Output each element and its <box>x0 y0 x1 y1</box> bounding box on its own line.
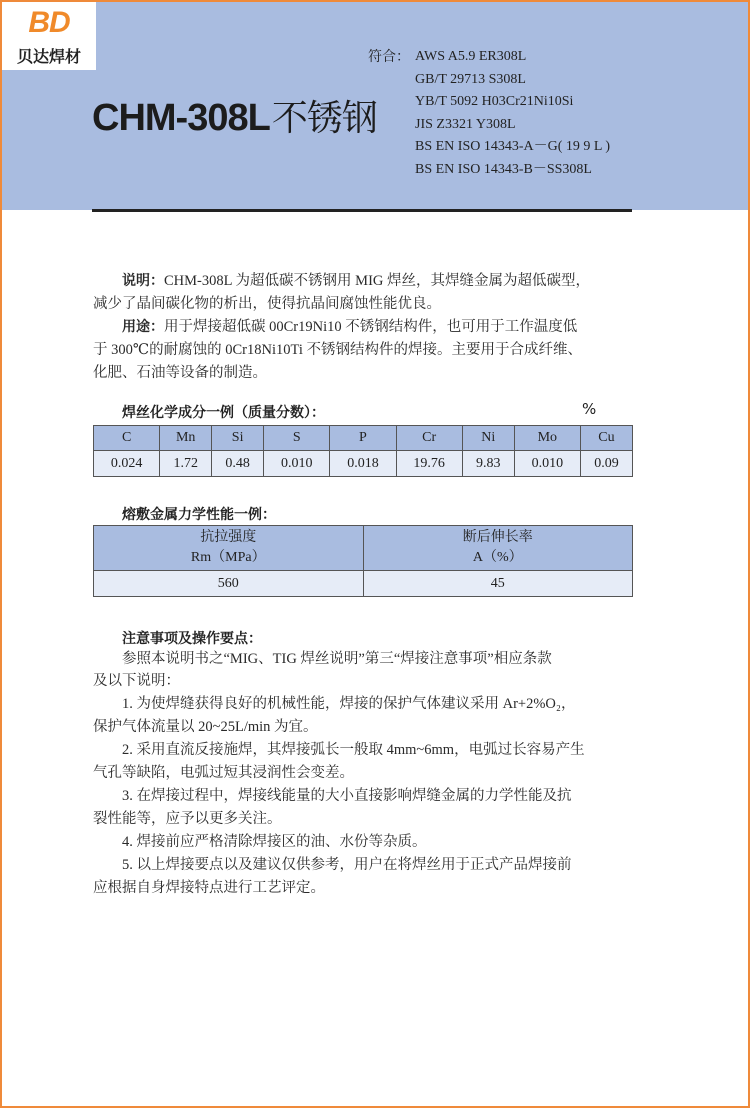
table-header-cell: Cu <box>580 426 632 451</box>
notes-line: 及以下说明： <box>93 673 180 689</box>
product-title <box>92 90 377 141</box>
table-header-cell: S <box>264 426 330 451</box>
table-cell: 0.018 <box>330 451 396 477</box>
table-header-cell: Mo <box>514 426 580 451</box>
chemistry-unit: % <box>582 400 597 418</box>
table-header-cell: 断后伸长率 A（%） <box>363 526 633 571</box>
table-header-cell: Cr <box>396 426 462 451</box>
standard-item: BS EN ISO 14343-A－G( 19 9 L ) <box>415 139 611 155</box>
brand-name: 贝达焊材 <box>16 47 81 66</box>
notes-line: 2. 采用直流反接施焊，其焊接弧长一般取 4mm~6mm，电弧过长容易产生 <box>122 742 585 758</box>
standards-list <box>415 46 610 182</box>
notes-line: 气孔等缺陷，电弧过短其浸润性会变差。 <box>93 765 354 781</box>
table-cell: 0.024 <box>94 451 160 477</box>
usage-line: 化肥、石油等设备的制造。 <box>93 365 267 381</box>
notes-line: 5. 以上焊接要点以及建议仅供参考，用户在将焊丝用于正式产品焊接前 <box>122 857 572 873</box>
table-header-cell: C <box>94 426 160 451</box>
table-row <box>94 451 633 477</box>
notes-line: 应根据自身焊接特点进行工艺评定。 <box>93 880 325 896</box>
notes-line: 参照本说明书之“MIG、TIG 焊丝说明”第三“焊接注意事项”相应条款 <box>122 651 552 667</box>
standard-item: AWS A5.9 ER308L <box>415 49 527 64</box>
standards-label: 符合： <box>368 49 410 65</box>
header-divider <box>92 209 632 212</box>
description-line: 减少了晶间碳化物的析出，使得抗晶间腐蚀性能优良。 <box>93 296 441 312</box>
notes-line: 4. 焊接前应严格清除焊接区的油、水份等杂质。 <box>122 834 427 850</box>
logo-mark: BD <box>28 6 70 39</box>
usage-line: 用途：用于焊接超低碳 00Cr19Ni10 不锈钢结构件，也可用于工作温度低 <box>122 319 578 335</box>
table-cell: 1.72 <box>160 451 212 477</box>
notes-line: 3. 在焊接过程中，焊接线能量的大小直接影响焊缝金属的力学性能及抗 <box>122 788 572 804</box>
notes-line: 1. 为使焊缝获得良好的机械性能，焊接的保护气体建议采用 Ar+2%O₂， <box>122 696 576 712</box>
chemistry-table <box>93 425 633 477</box>
mechanical-title: 熔敷金属力学性能一例： <box>122 507 276 523</box>
brand-logo <box>2 2 96 70</box>
standard-item: YB/T 5092 H03Cr21Ni10Si <box>415 94 574 110</box>
table-row <box>94 571 633 597</box>
table-cell: 19.76 <box>396 451 462 477</box>
standard-item: GB/T 29713 S308L <box>415 71 526 87</box>
table-header-row <box>94 426 633 451</box>
table-cell: 0.010 <box>514 451 580 477</box>
description-label: 说明： <box>122 273 164 289</box>
table-cell: 45 <box>363 571 633 597</box>
product-code: CHM-308L <box>92 97 270 139</box>
table-header-cell: 抗拉强度 Rm（MPa） <box>94 526 364 571</box>
table-header-row <box>94 526 633 571</box>
table-cell: 0.010 <box>264 451 330 477</box>
table-cell: 0.48 <box>212 451 264 477</box>
notes-title: 注意事项及操作要点： <box>122 631 262 647</box>
usage-line: 于 300℃的耐腐蚀的 0Cr18Ni10Ti 不锈钢结构件的焊接。主要用于合成纤维、 <box>93 342 582 358</box>
notes-line: 裂性能等，应予以更多关注。 <box>93 811 282 827</box>
table-cell: 0.09 <box>580 451 632 477</box>
chemistry-title: 焊丝化学成分一例（质量分数）： <box>122 405 325 421</box>
table-header-cell: Ni <box>462 426 514 451</box>
usage-label: 用途： <box>122 319 164 335</box>
table-cell: 9.83 <box>462 451 514 477</box>
notes-line: 保护气体流量以 20~25L/min 为宜。 <box>93 719 318 735</box>
table-header-cell: Si <box>212 426 264 451</box>
standard-item: JIS Z3321 Y308L <box>415 116 516 132</box>
description-line: 说明：CHM-308L 为超低碳不锈钢用 MIG 焊丝，其焊缝金属为超低碳型， <box>122 273 590 289</box>
product-name-cn: 不锈钢 <box>271 98 377 139</box>
table-header-cell: Mn <box>160 426 212 451</box>
table-header-cell: P <box>330 426 396 451</box>
table-cell: 560 <box>94 571 364 597</box>
standard-item: BS EN ISO 14343-B－SS308L <box>415 161 592 177</box>
mechanical-table <box>93 525 633 597</box>
